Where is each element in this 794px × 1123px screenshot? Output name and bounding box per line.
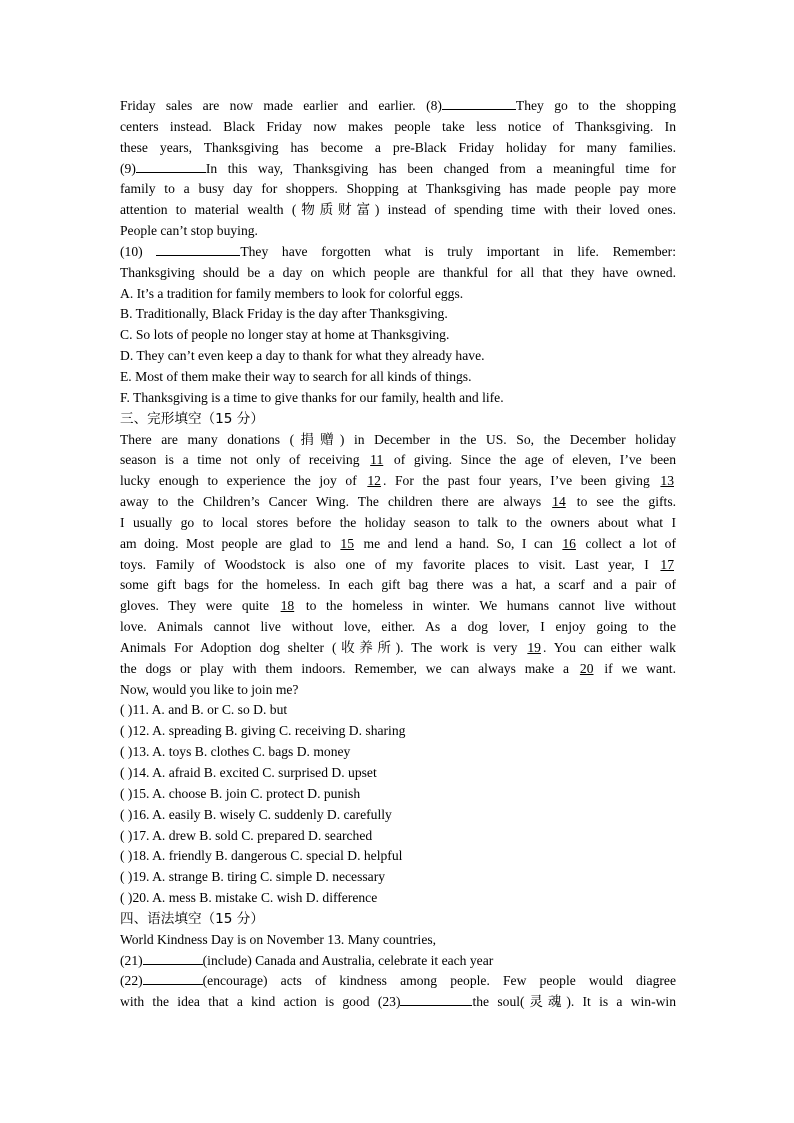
question-line: ( )12. A. spreading B. giving C. receiving D. sharing bbox=[120, 723, 406, 739]
text-segment: attention to material wealth (物质财富) instead of spending time with their loved ones. bbox=[120, 202, 676, 218]
passage-line bbox=[120, 117, 676, 138]
blank-number: 20 bbox=[579, 660, 594, 676]
text-segment: (21) bbox=[120, 952, 143, 968]
answer-blank bbox=[143, 951, 203, 965]
text-segment: They go to the shopping bbox=[515, 98, 676, 113]
blank-number: 14 bbox=[552, 494, 566, 510]
passage-line bbox=[120, 179, 676, 200]
answer-blank bbox=[156, 242, 240, 256]
answer-blank bbox=[136, 159, 206, 173]
cloze-passage bbox=[120, 430, 676, 701]
option-line: F. Thanksgiving is a time to give thanks for our family, health and life. bbox=[120, 389, 504, 405]
passage-line bbox=[120, 930, 676, 951]
blank-number: 11 bbox=[370, 452, 384, 468]
text-segment: (9) bbox=[120, 160, 136, 176]
passage-line bbox=[120, 992, 676, 1013]
answer-blank bbox=[143, 971, 203, 985]
reading-options-list bbox=[120, 284, 676, 409]
question-line: ( )16. A. easily B. wisely C. suddenly D. carefully bbox=[120, 806, 392, 822]
text-segment: Now, would you like to join me? bbox=[120, 681, 299, 697]
cloze-heading: 三、完形填空（15 分） bbox=[120, 410, 264, 427]
passage-line bbox=[120, 450, 676, 471]
passage-line bbox=[120, 221, 676, 242]
passage-line bbox=[120, 430, 676, 451]
passage-line bbox=[120, 242, 676, 263]
text-segment: some gift bags for the homeless. In each gift bag there was a hat, a scarf and a pair of bbox=[120, 577, 676, 593]
question-line: ( )18. A. friendly B. dangerous C. special D. helpful bbox=[120, 848, 403, 864]
blank-number: 18 bbox=[280, 598, 295, 614]
text-segment: with the idea that a kind action is good (23) bbox=[120, 994, 401, 1010]
text-segment: to the homeless in winter. We humans cannot live without bbox=[296, 598, 676, 614]
passage-line bbox=[120, 263, 676, 284]
text-segment: if we want. bbox=[595, 660, 676, 676]
text-segment: family to a busy day for shoppers. Shopping at Thanksgiving has made people pay more bbox=[120, 181, 676, 197]
option-line: A. It’s a tradition for family members to look for colorful eggs. bbox=[120, 285, 464, 301]
question-line: ( )13. A. toys B. clothes C. bags D. money bbox=[120, 744, 351, 760]
passage-line bbox=[120, 534, 676, 555]
passage-line bbox=[120, 159, 676, 180]
passage-line bbox=[120, 200, 676, 221]
text-segment: toys. Family of Woodstock is also one of my favorite places to visit. Last year, I bbox=[120, 556, 659, 572]
text-segment: to see the gifts. bbox=[567, 494, 676, 510]
passage-line bbox=[120, 971, 676, 992]
grammar-heading: 四、语法填空（15 分） bbox=[120, 910, 264, 927]
passage-line bbox=[120, 638, 676, 659]
document-page bbox=[120, 96, 676, 1013]
option-line: D. They can’t even keep a day to thank for what they already have. bbox=[120, 348, 485, 364]
text-segment: (22) bbox=[120, 973, 143, 989]
blank-number: 17 bbox=[660, 556, 674, 572]
text-segment: There are many donations (捐赠) in December in the US. So, the December holiday bbox=[120, 431, 676, 447]
blank-number: 15 bbox=[340, 535, 354, 551]
text-segment: Thanksgiving should be a day on which people are thankful for all that they have owned. bbox=[120, 264, 676, 280]
text-segment: gloves. They were quite bbox=[120, 598, 279, 614]
question-line: ( )15. A. choose B. join C. protect D. punish bbox=[120, 785, 361, 801]
passage-line bbox=[120, 492, 676, 513]
text-segment: the dogs or play with them indoors. Remember, we can always make a bbox=[120, 660, 578, 676]
text-segment: Friday sales are now made earlier and earlier. (8) bbox=[120, 98, 442, 113]
text-segment: (10) bbox=[120, 243, 157, 259]
text-segment: collect a lot of bbox=[577, 535, 676, 551]
text-segment: me and lend a hand. So, I can bbox=[356, 535, 561, 551]
passage-line bbox=[120, 575, 676, 596]
text-segment: People can’t stop buying. bbox=[120, 223, 258, 239]
text-segment: (encourage) acts of kindness among people. Few people would diagree bbox=[202, 973, 676, 989]
option-line: B. Traditionally, Black Friday is the day after Thanksgiving. bbox=[120, 306, 448, 322]
passage-line bbox=[120, 680, 676, 701]
passage-line bbox=[120, 513, 676, 534]
text-segment: away to the Children’s Cancer Wing. The children there are always bbox=[120, 494, 551, 510]
option-line: C. So lots of people no longer stay at home at Thanksgiving. bbox=[120, 327, 450, 343]
answer-blank bbox=[400, 992, 472, 1006]
passage-line bbox=[120, 471, 676, 492]
grammar-passage bbox=[120, 930, 676, 1013]
blank-number: 13 bbox=[660, 473, 674, 489]
answer-blank bbox=[442, 96, 516, 110]
passage-line bbox=[120, 951, 676, 972]
question-line: ( )11. A. and B. or C. so D. but bbox=[120, 702, 288, 718]
text-segment: Animals For Adoption dog shelter (收养所). The work is very bbox=[120, 639, 526, 655]
text-segment: I usually go to local stores before the holiday season to talk to the owners about what I bbox=[120, 514, 676, 530]
passage-line bbox=[120, 596, 676, 617]
text-segment: They have forgotten what is truly important in life. Remember: bbox=[240, 243, 676, 259]
text-segment: centers instead. Black Friday now makes people take less notice of Thanksgiving. In bbox=[120, 118, 676, 134]
reading-passage-end bbox=[120, 96, 676, 284]
text-segment: (include) Canada and Australia, celebrate it each year bbox=[202, 952, 494, 968]
text-segment: the soul(灵魂). It is a win-win bbox=[472, 994, 676, 1010]
passage-line bbox=[120, 138, 676, 159]
text-segment: love. Animals cannot live without love, either. As a dog lover, I enjoy going to the bbox=[120, 619, 676, 635]
passage-line bbox=[120, 96, 676, 117]
text-segment: lucky enough to experience the joy of bbox=[120, 473, 366, 489]
passage-line bbox=[120, 555, 676, 576]
question-line: ( )20. A. mess B. mistake C. wish D. difference bbox=[120, 890, 378, 906]
text-segment: In this way, Thanksgiving has been changed from a meaningful time for bbox=[205, 160, 676, 176]
question-line: ( )19. A. strange B. tiring C. simple D. necessary bbox=[120, 869, 386, 885]
passage-line bbox=[120, 617, 676, 638]
text-segment: season is a time not only of receiving bbox=[120, 452, 369, 468]
blank-number: 16 bbox=[562, 535, 576, 551]
cloze-questions-list bbox=[120, 700, 676, 908]
blank-number: 12 bbox=[367, 473, 381, 489]
question-line: ( )14. A. afraid B. excited C. surprised D. upset bbox=[120, 765, 377, 780]
passage-line bbox=[120, 659, 676, 680]
text-segment: . For the past four years, I’ve been giving bbox=[382, 473, 659, 489]
text-segment: . You can either walk bbox=[542, 639, 676, 655]
option-line: E. Most of them make their way to search for all kinds of things. bbox=[120, 368, 472, 384]
blank-number: 19 bbox=[527, 639, 541, 655]
question-line: ( )17. A. drew B. sold C. prepared D. searched bbox=[120, 827, 373, 843]
text-segment: am doing. Most people are glad to bbox=[120, 535, 339, 551]
text-segment: World Kindness Day is on November 13. Many countries, bbox=[120, 931, 437, 947]
text-segment: of giving. Since the age of eleven, I’ve been bbox=[385, 452, 676, 468]
text-segment: these years, Thanksgiving has become a pre-Black Friday holiday for many families. bbox=[120, 139, 676, 155]
